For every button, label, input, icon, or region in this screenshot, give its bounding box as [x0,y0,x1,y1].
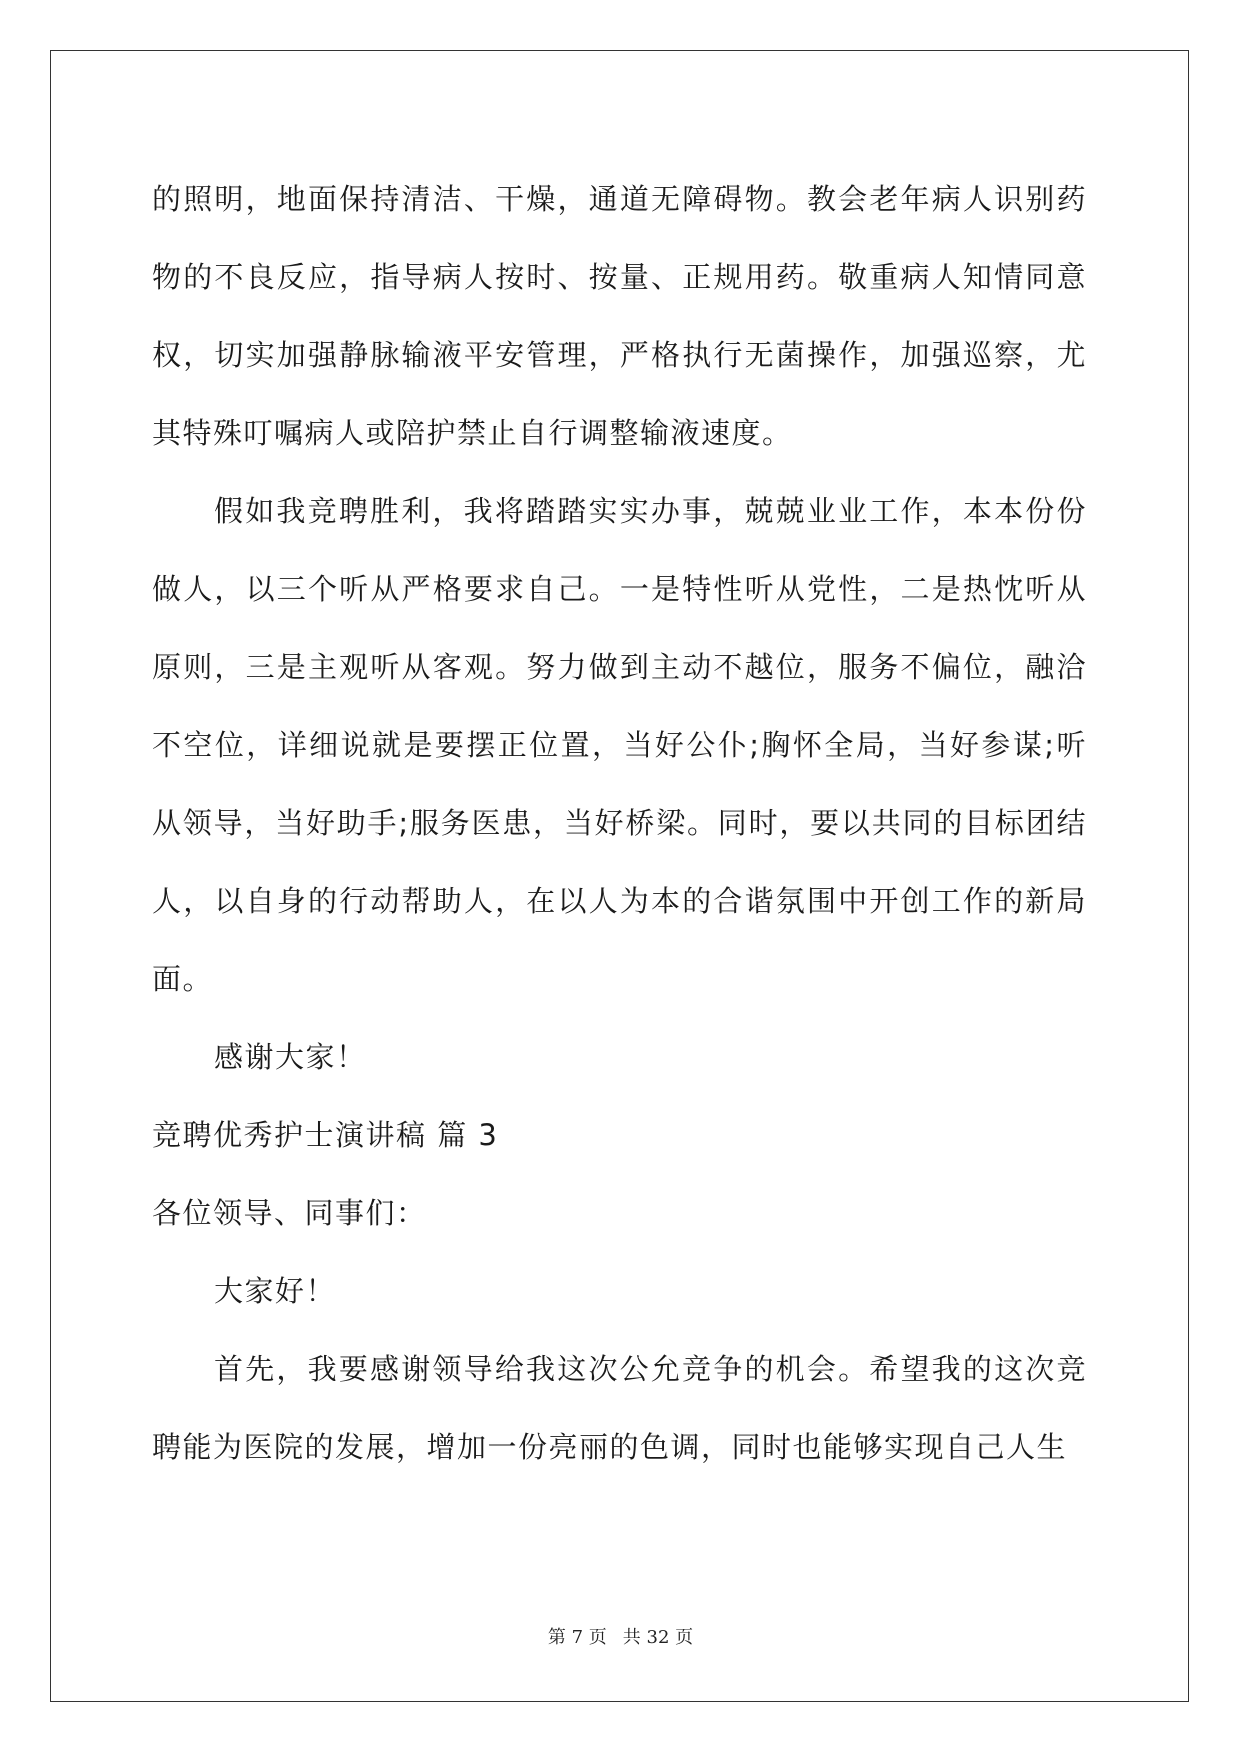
paragraph-opening: 首先，我要感谢领导给我这次公允竞争的机会。希望我的这次竞聘能为医院的发展，增加一份亮丽的色调，同时也能够实现自己人生 [152,1352,1087,1464]
paragraph-continuation: 的照明，地面保持清洁、干燥，通道无障碍物。教会老年病人识别药物的不良反应，指导病人按时、按量、正规用药。敬重病人知情同意权，切实加强静脉输液平安管理，严格执行无菌操作，加强巡察，尤其特殊叮嘱病人或陪护禁止自行调整输液速度。 [152,182,1087,450]
greeting: 大家好！ [214,1274,337,1308]
salutation: 各位领导、同事们： [152,1196,427,1230]
page-footer [0,1623,1241,1649]
document-body [152,160,1087,1486]
paragraph-pledge: 假如我竞聘胜利，我将踏踏实实办事，兢兢业业工作，本本份份做人，以三个听从严格要求自己。一是特性听从党性，二是热忱听从原则，三是主观听从客观。努力做到主动不越位，服务不偏位，融洽不空位，详细说就是要摆正位置，当好公仆;胸怀全局，当好参谋;听从领导，当好助手;服务医患，当好桥梁。同时，要以共同的目标团结人，以自身的行动帮助人，在以人为本的合谐氛围中开创工作的新局面。 [152,494,1087,996]
page-number: 第 7 页 [547,1627,607,1648]
section-heading: 竞聘优秀护士演讲稿 篇 3 [152,1118,499,1152]
page-total: 共 32 页 [622,1627,694,1648]
closing-thanks: 感谢大家！ [214,1040,367,1074]
